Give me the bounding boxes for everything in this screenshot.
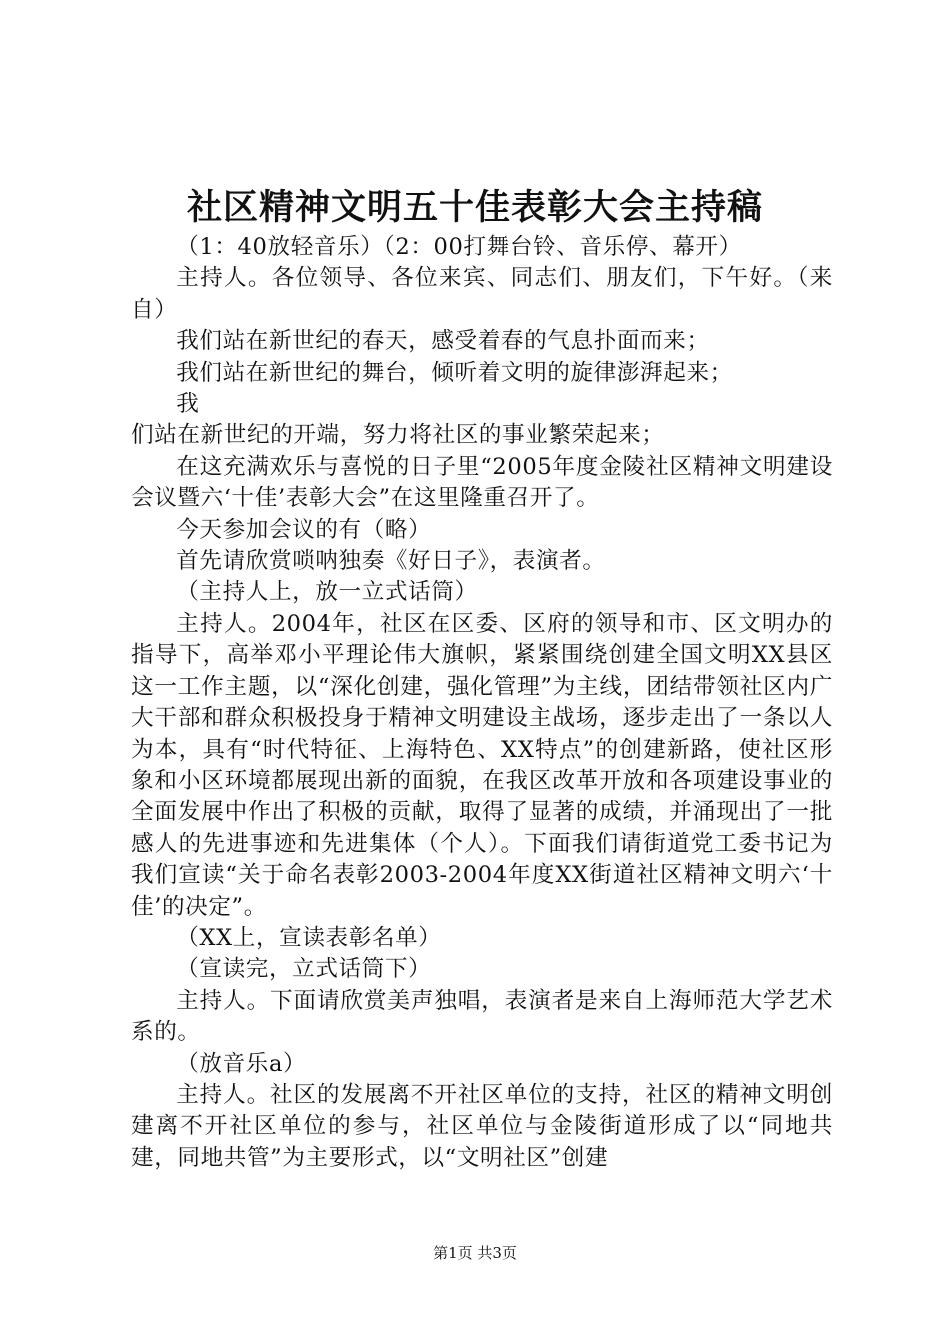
paragraph-fragment: 我 [176, 391, 200, 418]
paragraph-stage-direction-opening: （1：40放轻音乐）（2：00打舞台铃、音乐停、幕开） [176, 234, 742, 260]
paragraph-stage-direction-read: （XX上，宣读表彰名单） [176, 924, 442, 951]
paragraph-suona-solo: 首先请欣赏唢呐独奏《好日子》，表演者。 [176, 548, 606, 575]
paragraph-stage-direction-music: （放音乐a） [176, 1050, 307, 1077]
paragraph-achievements: 主持人。2004年，社区在区委、区府的领导和市、区文明办的指导下，高举邓小平理论伟大旗帜，紧紧围绕创建全国文明XX县区这一工作主题，以“深化创建，强化管理”为主线，团结带领社区内广大干部和群众积极投身于精神文明建设主战场，逐步走出了一条以人为本，具有“时代特征、上海特色、XX特点”的创建新路，使社区形象和小区环境都展现出新的面貌，在我区改革开放和各项建设事业的全面发展中作出了积极的贡献，取得了显著的成绩，并涌现出了一批感人的先进事迹和先进集体（个人）。下面我们请街道党工委书记为我们宣读“关于命名表彰2003-2004年度XX街道社区精神文明六‘十佳’的决定”。 [131, 610, 833, 920]
paragraph-stage: 我们站在新世纪的舞台，倾听着文明的旋律澎湃起来； [176, 359, 733, 386]
paragraph-community-units: 主持人。社区的发展离不开社区单位的支持，社区的精神文明创建离不开社区单位的参与，社区单位与金陵街道形成了以“同地共建，同地共管”为主要形式，以“文明社区”创建 [131, 1081, 833, 1171]
document-body [131, 232, 833, 1174]
paragraph-meeting-opening: 在这充满欢乐与喜悦的日子里“2005年度金陵社区精神文明建设会议暨六‘十佳’表彰大会”在这里隆重召开了。 [131, 453, 833, 512]
paragraph-vocal-solo: 主持人。下面请欣赏美声独唱，表演者是来自上海师范大学艺术系的。 [131, 987, 833, 1046]
page-title: 社区精神文明五十佳表彰大会主持稿 [186, 187, 763, 228]
paragraph-greeting: 主持人。各位领导、各位来宾、同志们、朋友们，下午好。（来自） [131, 265, 833, 323]
page-footer: 第1页 共3页 [433, 1244, 517, 1262]
paragraph-beginning: 们站在新世纪的开端，努力将社区的事业繁荣起来； [131, 422, 665, 449]
paragraph-attendees: 今天参加会议的有（略） [176, 516, 432, 543]
paragraph-stage-direction-finish: （宣读完，立式话筒下） [176, 956, 432, 983]
paragraph-stage-direction-host: （主持人上，放一立式话筒） [176, 579, 478, 606]
paragraph-spring: 我们站在新世纪的春天，感受着春的气息扑面而来； [176, 328, 710, 355]
